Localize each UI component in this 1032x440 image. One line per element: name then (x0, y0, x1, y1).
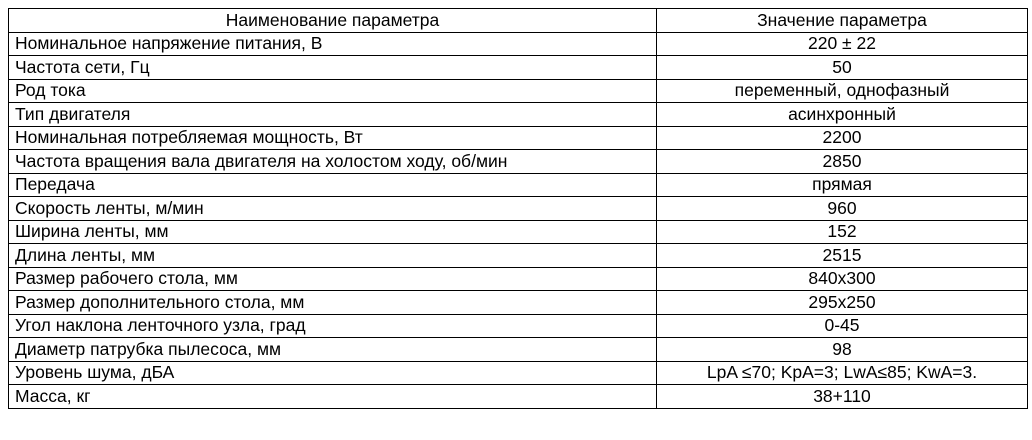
parameter-name: Номинальная потребляемая мощность, Вт (9, 126, 657, 150)
parameter-name: Диаметр патрубка пылесоса, мм (9, 338, 657, 362)
table-row (9, 361, 1028, 385)
header-parameter-name: Наименование параметра (9, 9, 657, 33)
parameter-value: асинхронный (657, 103, 1028, 127)
parameter-value: 38+110 (657, 385, 1028, 409)
parameter-value: 152 (657, 220, 1028, 244)
parameter-value: 50 (657, 56, 1028, 80)
parameter-value: LpA ≤70; KpA=3; LwA≤85; KwA=3. (657, 361, 1028, 385)
table-row (9, 173, 1028, 197)
parameter-name: Частота вращения вала двигателя на холостом ходу, об/мин (9, 150, 657, 174)
parameter-value: 2515 (657, 244, 1028, 268)
parameter-name: Род тока (9, 79, 657, 103)
table-row (9, 244, 1028, 268)
parameter-value: 2850 (657, 150, 1028, 174)
parameter-name: Номинальное напряжение питания, В (9, 32, 657, 56)
parameter-name: Тип двигателя (9, 103, 657, 127)
parameter-name: Размер рабочего стола, мм (9, 267, 657, 291)
parameter-name: Ширина ленты, мм (9, 220, 657, 244)
table-row (9, 32, 1028, 56)
parameter-value: прямая (657, 173, 1028, 197)
parameter-name: Масса, кг (9, 385, 657, 409)
parameter-value: 960 (657, 197, 1028, 221)
table-header-row (9, 9, 1028, 33)
table-row (9, 150, 1028, 174)
header-parameter-value: Значение параметра (657, 9, 1028, 33)
parameter-value: 98 (657, 338, 1028, 362)
parameter-value: 0-45 (657, 314, 1028, 338)
spec-table-container (8, 8, 1027, 409)
table-row (9, 79, 1028, 103)
parameter-value: 840x300 (657, 267, 1028, 291)
parameter-value: переменный, однофазный (657, 79, 1028, 103)
parameter-name: Уровень шума, дБА (9, 361, 657, 385)
table-row (9, 126, 1028, 150)
spec-table (8, 8, 1028, 409)
parameter-value: 2200 (657, 126, 1028, 150)
table-row (9, 197, 1028, 221)
parameter-name: Передача (9, 173, 657, 197)
table-row (9, 314, 1028, 338)
table-row (9, 338, 1028, 362)
parameter-name: Длина ленты, мм (9, 244, 657, 268)
parameter-value: 295x250 (657, 291, 1028, 315)
parameter-name: Размер дополнительного стола, мм (9, 291, 657, 315)
parameter-name: Угол наклона ленточного узла, град (9, 314, 657, 338)
table-row (9, 220, 1028, 244)
table-row (9, 385, 1028, 409)
parameter-name: Частота сети, Гц (9, 56, 657, 80)
table-row (9, 291, 1028, 315)
parameter-name: Скорость ленты, м/мин (9, 197, 657, 221)
table-row (9, 103, 1028, 127)
table-row (9, 56, 1028, 80)
parameter-value: 220 ± 22 (657, 32, 1028, 56)
table-row (9, 267, 1028, 291)
